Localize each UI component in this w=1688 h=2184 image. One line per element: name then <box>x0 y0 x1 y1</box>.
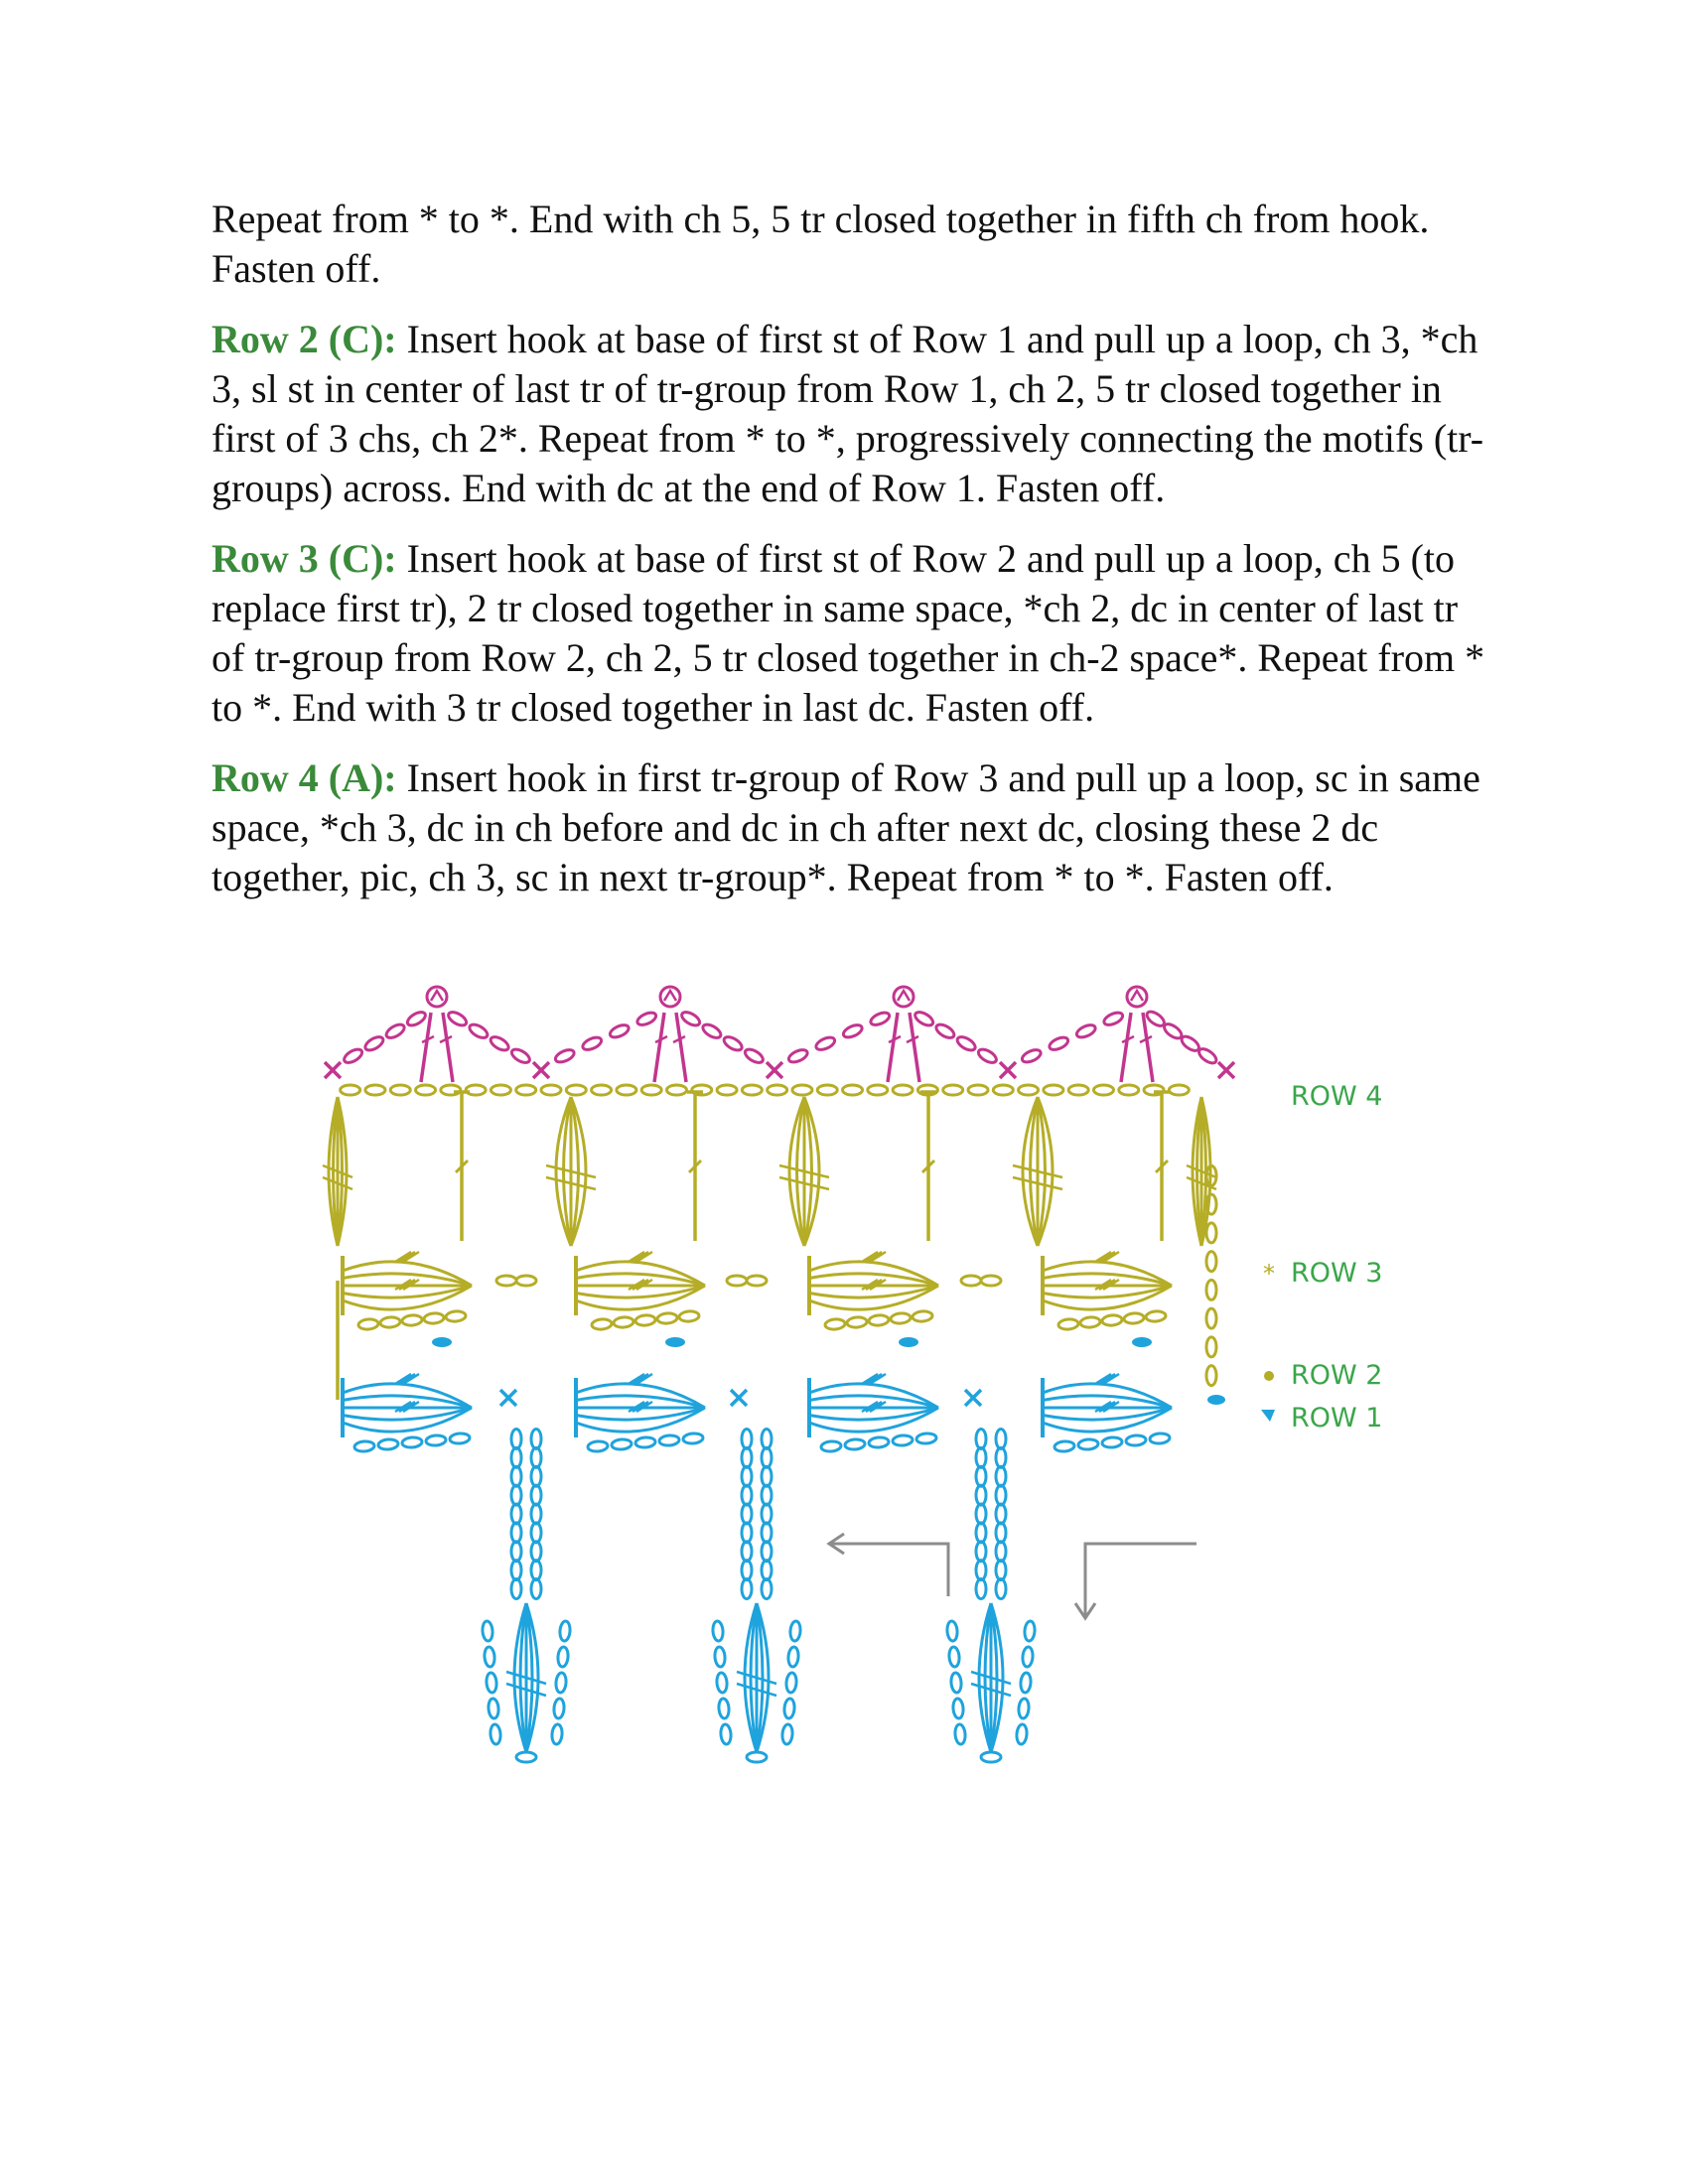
chain-stitch <box>716 1673 728 1694</box>
chain-stitch <box>762 1447 772 1467</box>
chain-stitch <box>817 1085 837 1095</box>
chain-stitch <box>609 1023 631 1039</box>
chain-stitch <box>614 1316 634 1328</box>
chain-stitch <box>1206 1280 1216 1299</box>
chain-stitch <box>1018 1699 1030 1719</box>
chain-stitch <box>531 1485 541 1505</box>
chain-stitch <box>742 1504 752 1524</box>
chain-stitch <box>1055 1440 1075 1452</box>
chain-stitch <box>1068 1085 1088 1095</box>
row-2-stitches <box>338 1165 1216 1400</box>
chain-stitch <box>742 1429 752 1448</box>
chain-stitch <box>893 1434 914 1446</box>
row-4-label: ROW 4 <box>1291 1081 1383 1112</box>
row-2-label: Row 2 (C): <box>211 317 397 361</box>
paragraph-text: Repeat from * to *. End with ch 5, 5 tr closed together in fifth ch from hook. Fasten off. <box>211 197 1430 291</box>
chain-stitch <box>787 1047 809 1064</box>
chain-stitch <box>976 1504 986 1524</box>
chain-stitch <box>981 1276 1001 1286</box>
chain-stitch <box>384 1022 406 1040</box>
chain-stitch <box>821 1440 842 1452</box>
paragraph-row4 <box>211 753 1492 902</box>
chain-stitch <box>531 1561 541 1580</box>
row-3-start-icon: * <box>1263 1260 1275 1288</box>
chain-stitch <box>913 1010 934 1028</box>
chain-stitch <box>511 1429 521 1448</box>
arrow-down-path <box>1085 1544 1196 1618</box>
chain-stitch <box>950 1673 962 1694</box>
chain-stitch <box>516 1752 536 1762</box>
chain-stitch <box>825 1318 846 1330</box>
chain-stitch <box>996 1447 1006 1467</box>
chain-stitch <box>511 1542 521 1562</box>
chain-stitch <box>531 1579 541 1599</box>
chain-stitch <box>390 1085 410 1095</box>
chain-stitch <box>426 1434 447 1446</box>
chain-stitch <box>657 1312 678 1324</box>
paragraph-text: Insert hook in first tr-group of Row 3 and pull up a loop, sc in same space, *ch 3, dc in ch before and dc in ch after next dc, closing these 2 dc together, pic, ch 3, sc in next tr-group*. Repeat from * to *. Fasten off. <box>211 755 1480 899</box>
closed-dc-stitch <box>1121 1013 1131 1082</box>
chain-stitch <box>1020 1673 1032 1694</box>
chain-stitch <box>486 1673 497 1694</box>
chain-stitch <box>489 1034 510 1053</box>
chain-stitch <box>679 1310 700 1322</box>
row-1-end-mark <box>1207 1395 1225 1405</box>
closed-dc-stitch <box>676 1013 686 1082</box>
row-labels <box>1261 1081 1382 1433</box>
chain-stitch <box>541 1085 561 1095</box>
chain-stitch <box>666 1085 686 1095</box>
chain-stitch <box>747 1752 767 1762</box>
chain-stitch <box>768 1085 787 1095</box>
chain-stitch <box>762 1466 772 1486</box>
chain-stitch <box>358 1318 379 1330</box>
chain-stitch <box>354 1440 375 1452</box>
chain-stitch <box>511 1466 521 1486</box>
chain-stitch <box>845 1438 866 1450</box>
chain-stitch <box>787 1647 799 1668</box>
row-1-connector <box>665 1337 685 1347</box>
chain-stitch <box>482 1621 493 1642</box>
chain-stitch <box>511 1523 521 1543</box>
chain-stitch <box>617 1085 636 1095</box>
chain-stitch <box>955 1034 977 1053</box>
chain-stitch <box>717 1085 737 1095</box>
chain-stitch <box>531 1466 541 1486</box>
chain-stitch <box>869 1436 890 1448</box>
chain-stitch <box>592 1318 613 1330</box>
chain-stitch <box>588 1440 609 1452</box>
single-crochet-mark <box>500 1390 516 1406</box>
chain-stitch <box>1146 1310 1167 1322</box>
chain-stitch <box>490 1724 501 1745</box>
chain-stitch <box>1206 1337 1216 1357</box>
picot-inner <box>431 991 443 1001</box>
chain-stitch <box>692 1085 712 1095</box>
chain-stitch <box>1024 1621 1036 1642</box>
chain-stitch <box>446 1310 467 1322</box>
chain-stitch <box>961 1276 981 1286</box>
single-crochet-mark <box>533 1062 549 1078</box>
chain-stitch <box>511 1579 521 1599</box>
closed-dc-stitch <box>443 1013 453 1082</box>
chain-stitch <box>747 1276 767 1286</box>
single-crochet-mark <box>325 1062 341 1078</box>
chain-stitch <box>1093 1085 1113 1095</box>
chain-stitch <box>714 1647 726 1668</box>
chain-stitch <box>742 1085 762 1095</box>
chain-stitch <box>996 1504 1006 1524</box>
row-1-start-icon <box>1261 1410 1275 1422</box>
chain-stitch <box>635 1314 656 1326</box>
chain-stitch <box>592 1085 612 1095</box>
chain-stitch <box>554 1047 576 1064</box>
closed-dc-stitch <box>421 1013 431 1082</box>
chain-stitch <box>1075 1023 1097 1039</box>
chain-stitch <box>981 1752 1001 1762</box>
chain-stitch <box>976 1523 986 1543</box>
chain-stitch <box>1126 1434 1147 1446</box>
chain-stitch <box>1080 1316 1101 1328</box>
chain-stitch <box>1206 1223 1216 1243</box>
chain-stitch <box>762 1561 772 1580</box>
chain-stitch <box>996 1579 1006 1599</box>
chain-stitch <box>996 1561 1006 1580</box>
chain-stitch <box>727 1276 747 1286</box>
chain-stitch <box>441 1085 461 1095</box>
row-1-connector <box>899 1337 918 1347</box>
chain-stitch <box>511 1485 521 1505</box>
row-1-connector <box>1132 1337 1152 1347</box>
chain-stitch <box>1150 1433 1171 1444</box>
chain-stitch <box>491 1085 510 1095</box>
chain-stitch <box>511 1561 521 1580</box>
chain-stitch <box>993 1085 1013 1095</box>
paragraph-row3 <box>211 534 1492 733</box>
chain-stitch <box>1102 1011 1124 1027</box>
chain-stitch <box>1206 1308 1216 1328</box>
chain-stitch <box>891 1312 912 1324</box>
chain-stitch <box>913 1310 933 1322</box>
chain-stitch <box>720 1724 732 1745</box>
chain-stitch <box>742 1466 752 1486</box>
chain-stitch <box>1021 1047 1043 1064</box>
chain-stitch <box>996 1523 1006 1543</box>
chain-stitch <box>1196 1046 1218 1066</box>
arrow-left-path <box>829 1544 948 1596</box>
chain-stitch <box>1048 1035 1069 1052</box>
chain-stitch <box>1058 1318 1079 1330</box>
single-crochet-mark <box>1000 1062 1016 1078</box>
direction-arrows <box>829 1534 1196 1618</box>
closed-dc-stitch <box>654 1013 664 1082</box>
chain-stitch <box>612 1438 633 1450</box>
chain-stitch <box>722 1034 744 1053</box>
chain-stitch <box>342 1046 363 1065</box>
chain-stitch <box>446 1010 468 1028</box>
row-1-connector <box>432 1337 452 1347</box>
closed-dc-stitch <box>888 1013 898 1082</box>
single-crochet-mark <box>731 1390 747 1406</box>
picot-inner <box>898 991 910 1001</box>
chain-stitch <box>551 1724 563 1745</box>
chain-stitch <box>996 1466 1006 1486</box>
chain-stitch <box>868 1085 888 1095</box>
paragraph-text: Insert hook at base of first st of Row 1 and pull up a loop, ch 3, *ch 3, sl st in center of last tr of tr-group from Row 1, ch 2, 5 tr closed together in first of 3 chs, ch 2*. Repeat from * to *, progressively connecting the motifs (tr-groups) across. End with dc at the end of Row 1. Fasten off. <box>211 317 1484 510</box>
chain-stitch <box>511 1447 521 1467</box>
chain-stitch <box>814 1035 836 1052</box>
chain-stitch <box>468 1022 490 1040</box>
chain-stitch <box>516 1085 536 1095</box>
chain-stitch <box>509 1046 531 1065</box>
chain-stitch <box>762 1429 772 1448</box>
chain-stitch <box>762 1485 772 1505</box>
chain-stitch <box>952 1699 964 1719</box>
paragraph-row2 <box>211 315 1492 513</box>
chain-stitch <box>785 1673 797 1694</box>
chain-stitch <box>976 1579 986 1599</box>
chain-stitch <box>679 1010 701 1028</box>
row-3-label: Row 3 (C): <box>211 536 397 581</box>
chain-stitch <box>976 1561 986 1580</box>
chain-stitch <box>954 1724 966 1745</box>
picot-inner <box>664 991 676 1001</box>
chain-stitch <box>742 1579 752 1599</box>
chain-stitch <box>484 1647 495 1668</box>
chain-stitch <box>742 1561 752 1580</box>
chain-stitch <box>402 1314 423 1326</box>
chain-stitch <box>553 1699 565 1719</box>
row-3-stitches <box>323 1085 1216 1246</box>
chain-stitch <box>943 1085 963 1095</box>
chain-stitch <box>424 1312 445 1324</box>
chain-stitch <box>1102 1436 1123 1448</box>
chain-stitch <box>948 1647 960 1668</box>
chain-stitch <box>363 1034 385 1053</box>
chain-stitch <box>635 1436 656 1448</box>
chain-stitch <box>365 1085 385 1095</box>
chain-stitch <box>1102 1314 1123 1326</box>
closed-dc-stitch <box>910 1013 919 1082</box>
chain-stitch <box>402 1436 423 1448</box>
row-2-start-icon <box>1264 1371 1274 1381</box>
chain-stitch <box>783 1699 795 1719</box>
chain-stitch <box>341 1085 360 1095</box>
chain-stitch <box>488 1699 499 1719</box>
chain-stitch <box>683 1433 704 1444</box>
pattern-instructions <box>211 195 1492 923</box>
chain-stitch <box>1078 1438 1099 1450</box>
chain-stitch <box>742 1542 752 1562</box>
chain-stitch <box>742 1485 752 1505</box>
chain-stitch <box>996 1542 1006 1562</box>
chain-stitch <box>976 1429 986 1448</box>
chain-stitch <box>1016 1724 1028 1745</box>
chain-stitch <box>847 1316 868 1328</box>
chain-stitch <box>466 1085 486 1095</box>
chain-stitch <box>641 1085 661 1095</box>
chain-stitch <box>843 1085 863 1095</box>
chain-stitch <box>781 1724 793 1745</box>
chain-stitch <box>934 1022 956 1040</box>
chain-stitch <box>1124 1312 1145 1324</box>
chain-stitch <box>1144 1085 1164 1095</box>
chain-stitch <box>496 1276 516 1286</box>
chain-stitch <box>976 1046 998 1065</box>
chain-stitch <box>762 1523 772 1543</box>
chain-stitch <box>531 1447 541 1467</box>
chain-stitch <box>559 1621 571 1642</box>
chain-stitch <box>917 1085 937 1095</box>
chain-stitch <box>968 1085 988 1095</box>
row-2-label: ROW 2 <box>1291 1360 1383 1391</box>
chain-stitch <box>916 1433 937 1444</box>
chain-stitch <box>996 1429 1006 1448</box>
chain-stitch <box>416 1085 436 1095</box>
row-3-label: ROW 3 <box>1291 1258 1383 1289</box>
chain-stitch <box>531 1429 541 1448</box>
chain-stitch <box>1019 1085 1039 1095</box>
chain-stitch <box>531 1504 541 1524</box>
chain-stitch <box>762 1542 772 1562</box>
chain-stitch <box>581 1035 603 1052</box>
chain-stitch <box>792 1085 812 1095</box>
row-4-stitches <box>325 987 1234 1082</box>
paragraph-row1-end <box>211 195 1492 294</box>
row-4-label: Row 4 (A): <box>211 755 397 800</box>
chain-stitch <box>742 1447 752 1467</box>
chain-stitch <box>1022 1647 1034 1668</box>
crochet-stitch-diagram <box>298 983 1440 1797</box>
chain-stitch <box>1206 1252 1216 1272</box>
paragraph-text: Insert hook at base of first st of Row 2 and pull up a loop, ch 5 (to replace first tr), 2 tr closed together in same space, *ch 2, dc in center of last tr of tr-group from Row 2, ch 2, 5 tr closed together in ch-2 space*. Repeat from * to *. End with 3 tr closed together in last dc. Fasten off. <box>211 536 1485 730</box>
chain-stitch <box>701 1022 723 1040</box>
chain-stitch <box>946 1621 958 1642</box>
chain-stitch <box>789 1621 801 1642</box>
chain-stitch <box>762 1579 772 1599</box>
chain-stitch <box>531 1542 541 1562</box>
picot-inner <box>1131 991 1143 1001</box>
chain-stitch <box>511 1504 521 1524</box>
row-1-stitches <box>343 1374 1225 1762</box>
chain-stitch <box>976 1466 986 1486</box>
chain-stitch <box>976 1542 986 1562</box>
chain-stitch <box>635 1011 657 1027</box>
chain-stitch <box>869 1314 890 1326</box>
chain-stitch <box>976 1447 986 1467</box>
chain-stitch <box>742 1523 752 1543</box>
chain-stitch <box>893 1085 913 1095</box>
chain-stitch <box>712 1621 724 1642</box>
chain-stitch <box>1119 1085 1139 1095</box>
chain-stitch <box>1169 1085 1189 1095</box>
single-crochet-mark <box>1218 1062 1234 1078</box>
chain-stitch <box>659 1434 680 1446</box>
chain-stitch <box>842 1023 864 1039</box>
single-crochet-mark <box>767 1062 782 1078</box>
chain-stitch <box>516 1276 536 1286</box>
chain-stitch <box>743 1046 765 1065</box>
chain-stitch <box>762 1504 772 1524</box>
chain-stitch <box>555 1673 567 1694</box>
chain-stitch <box>996 1485 1006 1505</box>
chain-stitch <box>380 1316 401 1328</box>
chain-stitch <box>869 1011 891 1027</box>
chain-stitch <box>566 1085 586 1095</box>
chain-stitch <box>718 1699 730 1719</box>
chain-stitch <box>450 1433 471 1444</box>
chain-stitch <box>557 1647 569 1668</box>
row-1-label: ROW 1 <box>1291 1403 1383 1433</box>
chain-stitch <box>1044 1085 1063 1095</box>
chain-stitch <box>531 1523 541 1543</box>
chain-stitch <box>405 1010 427 1028</box>
chain-stitch <box>976 1485 986 1505</box>
chain-stitch <box>1206 1366 1216 1386</box>
chain-stitch <box>378 1438 399 1450</box>
single-crochet-mark <box>965 1390 981 1406</box>
